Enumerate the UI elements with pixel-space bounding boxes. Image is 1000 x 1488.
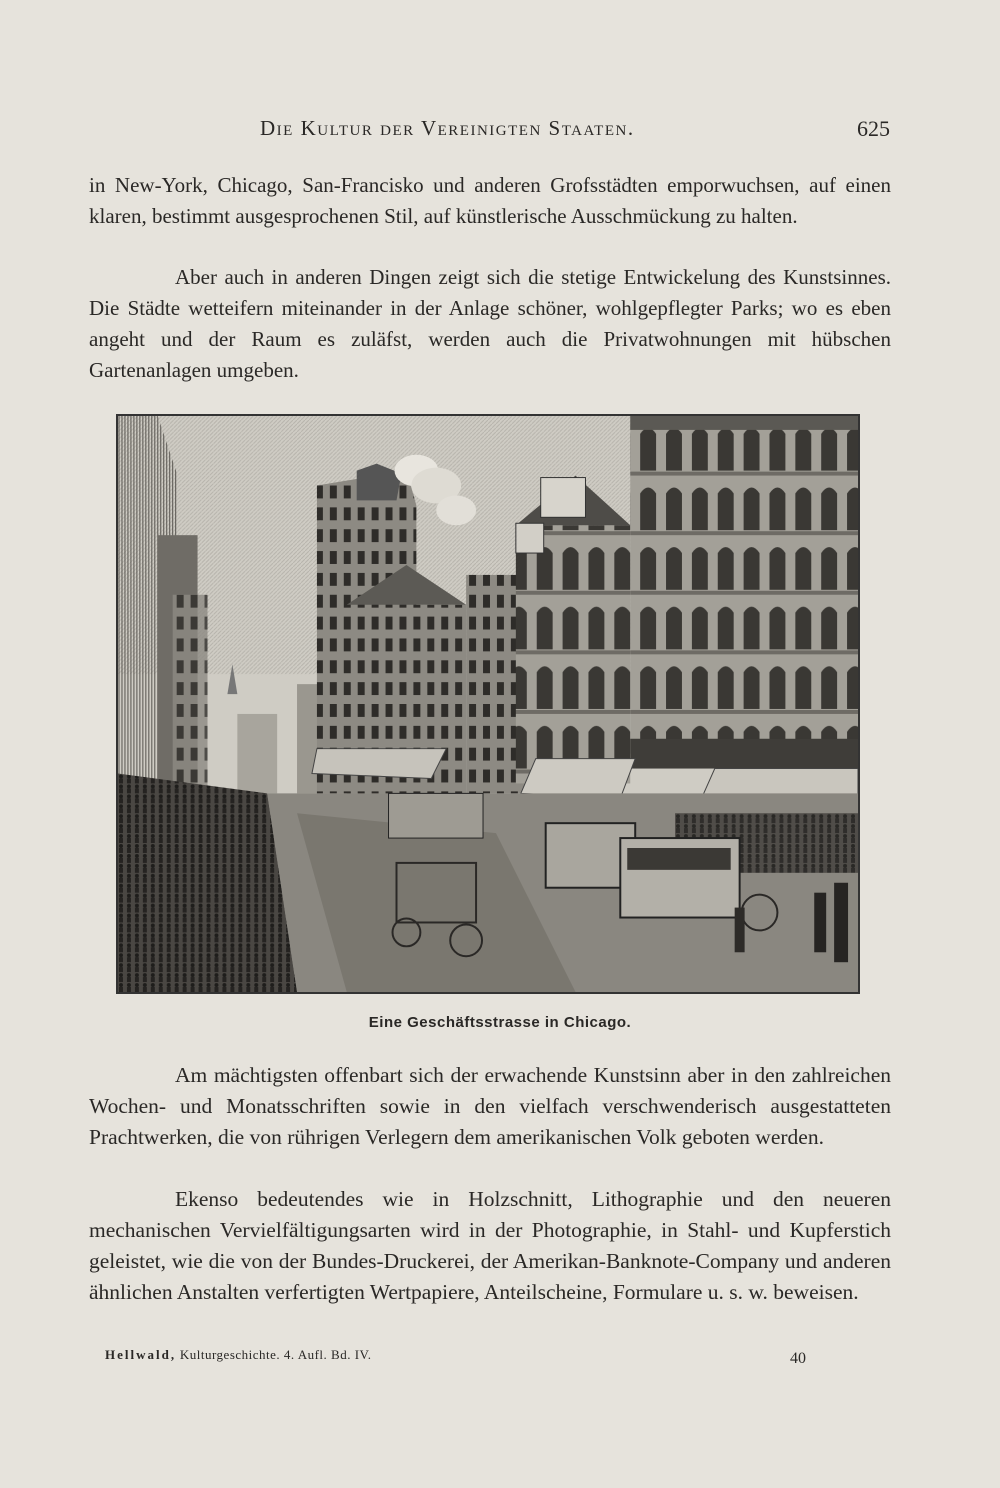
- footer-work: Kulturgeschichte. 4. Aufl. Bd. IV.: [179, 1347, 372, 1362]
- footer-citation: [105, 1347, 372, 1363]
- running-title: Die Kultur der Vereinigten Staaten.: [260, 116, 635, 140]
- engraving-chicago-street: [116, 414, 860, 994]
- signature-mark: 40: [790, 1350, 806, 1367]
- paragraph-1: in New-York, Chicago, San-Francisko und anderen Grofsstädten emporwuchsen, auf einen klaren, bestimmt ausgesprochenen Stil, auf künstlerische Ausschmückung zu halten.: [89, 173, 891, 228]
- paragraph-4: Ekenso bedeutendes wie in Holzschnitt, Lithographie und den neueren mechanischen Vervielfältigungsarten wird in der Photographie, in Stahl- und Kupferstich geleistet, wie die von der Bundes-Druckerei, der Amerikan-Banknote-Company und anderen ähnlichen Anstalten verfertigten Wertpapiere, Anteilscheine, Formulare u. s. w. beweisen.: [89, 1187, 891, 1304]
- footer-author: Hellwald,: [105, 1347, 177, 1362]
- running-header: [90, 116, 890, 146]
- paragraph-3: Am mächtigsten offenbart sich der erwachende Kunstsinn aber in den zahlreichen Wochen- und Monatsschriften sowie in den vielfach verschwenderisch ausgestatteten Prachtwerken, die von rührigen Verlegern dem amerikanischen Volk geboten werden.: [89, 1063, 891, 1149]
- figure-caption: Eine Geschäftsstrasse in Chicago.: [368, 1014, 632, 1031]
- engraving-illustration: [118, 416, 858, 992]
- page-number: 625: [857, 116, 890, 141]
- paragraph-2: Aber auch in anderen Dingen zeigt sich die stetige Entwickelung des Kunstsinnes. Die Städte wetteifern miteinander in der Anlage schöner, wohlgepflegter Parks; wo es eben angeht und der Raum es zuläfst, werden auch die Privatwohnungen mit hübschen Gartenanlagen umgeben.: [89, 265, 891, 382]
